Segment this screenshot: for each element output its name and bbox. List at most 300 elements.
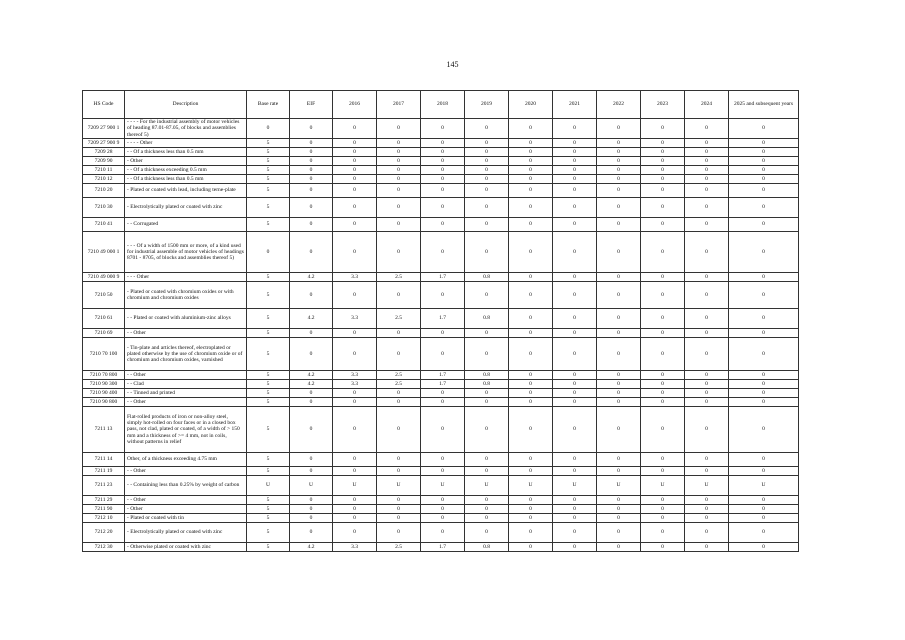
rate-cell: 0: [597, 543, 641, 552]
rate-cell: 0: [729, 232, 799, 273]
description-cell: - - - Other: [125, 273, 247, 282]
rate-cell: 0: [290, 198, 333, 218]
hs-code-cell: 7210 90 400: [83, 389, 125, 398]
rate-cell: 0: [465, 467, 509, 476]
rate-cell: 0: [509, 514, 553, 523]
table-row: [83, 218, 799, 232]
rate-cell: 0: [509, 309, 553, 329]
description-cell: - - Other: [125, 467, 247, 476]
rate-cell: 0: [509, 371, 553, 380]
rate-cell: 0: [553, 505, 597, 514]
rate-cell: 0: [509, 389, 553, 398]
rate-cell: 0: [421, 505, 465, 514]
rate-cell: 0: [333, 148, 377, 157]
description-cell: - Tin-plate and articles thereof, electroplated or plated otherwise by the use of chromium oxide or of chromium and chromium oxides, varnished: [125, 338, 247, 371]
rate-cell: 0.8: [465, 380, 509, 389]
rate-cell: 1.7: [421, 380, 465, 389]
header-row: [83, 91, 799, 119]
header-cell: 2024: [685, 91, 729, 119]
table-row: [83, 232, 799, 273]
rate-cell: 0: [553, 282, 597, 309]
rate-cell: 0: [553, 157, 597, 166]
rate-cell: 0: [597, 407, 641, 453]
rate-cell: 0: [641, 175, 685, 184]
rate-cell: 0: [509, 184, 553, 198]
rate-cell: 5: [247, 184, 290, 198]
table-row: [83, 175, 799, 184]
rate-cell: 0: [290, 496, 333, 505]
rate-cell: 0: [641, 407, 685, 453]
hs-code-cell: 7210 70 800: [83, 371, 125, 380]
rate-cell: 0: [333, 157, 377, 166]
hs-code-cell: 7210 30: [83, 198, 125, 218]
rate-cell: 0: [729, 496, 799, 505]
rate-cell: 0: [729, 273, 799, 282]
rate-cell: 0: [509, 543, 553, 552]
hs-code-cell: 7210 61: [83, 309, 125, 329]
rate-cell: 0: [465, 166, 509, 175]
hs-code-cell: 7210 41: [83, 218, 125, 232]
header-cell: EIF: [290, 91, 333, 119]
rate-cell: U: [465, 476, 509, 496]
rate-cell: 0: [597, 282, 641, 309]
rate-cell: 0: [685, 453, 729, 467]
rate-cell: 0: [641, 543, 685, 552]
rate-cell: 0: [641, 119, 685, 139]
rate-cell: 5: [247, 198, 290, 218]
rate-cell: 0: [729, 218, 799, 232]
rate-cell: 0: [421, 329, 465, 338]
hs-code-cell: 7210 49 000 1: [83, 232, 125, 273]
rate-cell: 5: [247, 371, 290, 380]
rate-cell: 0: [247, 232, 290, 273]
rate-cell: 0: [465, 398, 509, 407]
rate-cell: 0: [685, 389, 729, 398]
rate-cell: 0: [290, 407, 333, 453]
rate-cell: 0: [377, 218, 421, 232]
rate-cell: 0: [421, 232, 465, 273]
rate-cell: 0: [377, 398, 421, 407]
rate-cell: 0: [685, 496, 729, 505]
rate-cell: 0: [465, 453, 509, 467]
rate-cell: 0: [685, 119, 729, 139]
rate-cell: 0: [685, 273, 729, 282]
rate-cell: 0: [685, 371, 729, 380]
rate-cell: 0: [421, 282, 465, 309]
rate-cell: 0: [465, 523, 509, 543]
rate-cell: 2.5: [377, 371, 421, 380]
rate-cell: 0: [641, 505, 685, 514]
rate-cell: 0: [333, 496, 377, 505]
rate-cell: 0: [377, 467, 421, 476]
rate-cell: 0: [553, 175, 597, 184]
rate-cell: 0: [290, 148, 333, 157]
rate-cell: 0: [509, 453, 553, 467]
hs-code-cell: 7210 90 300: [83, 380, 125, 389]
hs-code-cell: 7210 70 100: [83, 338, 125, 371]
rate-cell: 0: [729, 467, 799, 476]
rate-cell: U: [421, 476, 465, 496]
rate-cell: 0: [333, 166, 377, 175]
rate-cell: 0: [729, 282, 799, 309]
rate-cell: 0: [597, 119, 641, 139]
rate-cell: 2.5: [377, 543, 421, 552]
rate-cell: 0: [641, 338, 685, 371]
rate-cell: 0: [553, 198, 597, 218]
rate-cell: 0: [553, 543, 597, 552]
rate-cell: 0: [421, 157, 465, 166]
table-row: [83, 282, 799, 309]
rate-cell: 0: [333, 175, 377, 184]
rate-cell: 0: [553, 329, 597, 338]
rate-cell: 0: [553, 232, 597, 273]
rate-cell: 0: [729, 523, 799, 543]
header-cell: 2022: [597, 91, 641, 119]
rate-cell: 0: [597, 338, 641, 371]
rate-cell: 0: [685, 467, 729, 476]
rate-cell: 0: [421, 338, 465, 371]
rate-cell: 0: [421, 119, 465, 139]
description-cell: Flat-rolled products of iron or non-alloy steel, simply hot-rolled on four faces or in a closed box pass, not clad, plated or coated, of a width of > 150 mm and a thickness of >= 4 mm, not in coils, without patterns in relief: [125, 407, 247, 453]
rate-cell: 0: [290, 389, 333, 398]
header-cell: 2023: [641, 91, 685, 119]
rate-cell: 0: [685, 232, 729, 273]
header-cell: 2021: [553, 91, 597, 119]
table-row: [83, 148, 799, 157]
rate-cell: 0: [597, 232, 641, 273]
rate-cell: 0: [597, 175, 641, 184]
rate-cell: 0: [290, 505, 333, 514]
table-row: [83, 543, 799, 552]
rate-cell: 0: [729, 119, 799, 139]
rate-cell: 5: [247, 309, 290, 329]
hs-code-cell: 7209 27 900 9: [83, 139, 125, 148]
rate-cell: 3.3: [333, 371, 377, 380]
rate-cell: 0: [377, 329, 421, 338]
rate-cell: 5: [247, 407, 290, 453]
rate-cell: 0: [641, 166, 685, 175]
rate-cell: 0: [333, 329, 377, 338]
header-cell: 2025 and subsequent years: [729, 91, 799, 119]
rate-cell: 0: [597, 184, 641, 198]
rate-cell: 0: [553, 496, 597, 505]
rate-cell: 0: [333, 119, 377, 139]
rate-cell: 0: [333, 523, 377, 543]
rate-cell: 0: [247, 119, 290, 139]
rate-cell: 0: [553, 148, 597, 157]
rate-cell: 0: [290, 175, 333, 184]
rate-cell: 0: [509, 218, 553, 232]
rate-cell: 0: [729, 148, 799, 157]
rate-cell: 1.7: [421, 273, 465, 282]
rate-cell: 3.3: [333, 309, 377, 329]
rate-cell: 0: [290, 139, 333, 148]
rate-cell: 0: [641, 148, 685, 157]
rate-cell: 0: [509, 119, 553, 139]
table-row: [83, 157, 799, 166]
rate-cell: 0: [729, 139, 799, 148]
description-cell: - - Of a thickness less than 0.5 mm: [125, 175, 247, 184]
rate-cell: 0: [421, 198, 465, 218]
hs-code-cell: 7211 23: [83, 476, 125, 496]
hs-code-cell: 7210 69: [83, 329, 125, 338]
rate-cell: 0: [685, 282, 729, 309]
rate-cell: 1.7: [421, 371, 465, 380]
rate-cell: 0: [377, 139, 421, 148]
rate-cell: 0: [377, 505, 421, 514]
rate-cell: 0: [333, 198, 377, 218]
rate-cell: 0: [729, 175, 799, 184]
rate-cell: 0: [333, 218, 377, 232]
description-cell: - Electrolytically plated or coated with zinc: [125, 198, 247, 218]
rate-cell: 4.2: [290, 371, 333, 380]
hs-code-cell: 7210 11: [83, 166, 125, 175]
rate-cell: 5: [247, 380, 290, 389]
rate-cell: 0: [509, 398, 553, 407]
tariff-schedule-table: [82, 90, 799, 552]
rate-cell: 0: [641, 329, 685, 338]
rate-cell: 0: [641, 398, 685, 407]
rate-cell: 0: [553, 467, 597, 476]
rate-cell: 0: [377, 166, 421, 175]
description-cell: - Plated or coated with tin: [125, 514, 247, 523]
rate-cell: 0: [729, 198, 799, 218]
rate-cell: 0: [641, 523, 685, 543]
rate-cell: 0: [729, 505, 799, 514]
description-cell: - Plated or coated with lead, including terne-plate: [125, 184, 247, 198]
rate-cell: 0: [377, 338, 421, 371]
description-cell: - Other: [125, 505, 247, 514]
table-row: [83, 407, 799, 453]
rate-cell: 0: [509, 407, 553, 453]
rate-cell: 0: [597, 148, 641, 157]
rate-cell: 0: [553, 309, 597, 329]
rate-cell: 0: [421, 148, 465, 157]
rate-cell: 0: [509, 467, 553, 476]
rate-cell: 0: [685, 338, 729, 371]
rate-cell: 0: [465, 389, 509, 398]
rate-cell: 0: [290, 119, 333, 139]
description-cell: - - Of a thickness less than 0.5 mm: [125, 148, 247, 157]
description-cell: - - Other: [125, 398, 247, 407]
rate-cell: 0: [729, 514, 799, 523]
rate-cell: 0: [290, 282, 333, 309]
rate-cell: 0: [553, 184, 597, 198]
rate-cell: 0: [421, 467, 465, 476]
rate-cell: 0: [685, 309, 729, 329]
header-cell: HS Code: [83, 91, 125, 119]
rate-cell: U: [377, 476, 421, 496]
rate-cell: 0: [290, 523, 333, 543]
table-row: [83, 198, 799, 218]
hs-code-cell: 7211 14: [83, 453, 125, 467]
rate-cell: 0: [641, 232, 685, 273]
rate-cell: 0: [465, 407, 509, 453]
rate-cell: 0: [421, 523, 465, 543]
table-row: [83, 505, 799, 514]
rate-cell: 0: [509, 232, 553, 273]
rate-cell: 3.3: [333, 273, 377, 282]
rate-cell: 4.2: [290, 309, 333, 329]
rate-cell: 0: [597, 139, 641, 148]
rate-cell: 4.2: [290, 273, 333, 282]
rate-cell: 0: [553, 218, 597, 232]
rate-cell: 5: [247, 543, 290, 552]
rate-cell: U: [553, 476, 597, 496]
rate-cell: 0: [685, 175, 729, 184]
rate-cell: 5: [247, 218, 290, 232]
rate-cell: 0: [641, 514, 685, 523]
rate-cell: 0: [685, 514, 729, 523]
rate-cell: 0: [685, 166, 729, 175]
rate-cell: 0: [377, 496, 421, 505]
header-cell: 2016: [333, 91, 377, 119]
rate-cell: 0: [729, 398, 799, 407]
rate-cell: U: [729, 476, 799, 496]
description-cell: - Other: [125, 157, 247, 166]
table-row: [83, 389, 799, 398]
rate-cell: 0: [641, 139, 685, 148]
rate-cell: 0: [641, 157, 685, 166]
rate-cell: 0: [465, 505, 509, 514]
rate-cell: 2.5: [377, 273, 421, 282]
description-cell: - - Other: [125, 496, 247, 505]
hs-code-cell: 7211 19: [83, 467, 125, 476]
rate-cell: 0: [729, 184, 799, 198]
rate-cell: 0: [553, 407, 597, 453]
table-row: [83, 309, 799, 329]
rate-cell: 0: [641, 218, 685, 232]
rate-cell: 0: [509, 282, 553, 309]
rate-cell: 0: [465, 496, 509, 505]
rate-cell: 0: [685, 543, 729, 552]
rate-cell: 0: [597, 496, 641, 505]
description-cell: - - - - Other: [125, 139, 247, 148]
rate-cell: 0: [421, 166, 465, 175]
rate-cell: 0: [377, 184, 421, 198]
table-row: [83, 338, 799, 371]
rate-cell: 0: [465, 175, 509, 184]
rate-cell: 0: [597, 398, 641, 407]
rate-cell: 0: [333, 232, 377, 273]
rate-cell: 5: [247, 282, 290, 309]
rate-cell: 0: [597, 166, 641, 175]
rate-cell: 0: [509, 273, 553, 282]
rate-cell: 0: [641, 453, 685, 467]
rate-cell: 0: [290, 157, 333, 166]
rate-cell: 0: [641, 371, 685, 380]
table-row: [83, 476, 799, 496]
rate-cell: U: [685, 476, 729, 496]
rate-cell: 0: [597, 467, 641, 476]
rate-cell: 0: [465, 514, 509, 523]
rate-cell: 4.2: [290, 543, 333, 552]
rate-cell: 0: [421, 514, 465, 523]
rate-cell: 0: [290, 514, 333, 523]
rate-cell: 0: [553, 139, 597, 148]
rate-cell: 1.7: [421, 309, 465, 329]
header-cell: Base rate: [247, 91, 290, 119]
hs-code-cell: 7211 29: [83, 496, 125, 505]
rate-cell: U: [509, 476, 553, 496]
rate-cell: 0: [553, 338, 597, 371]
rate-cell: 1.7: [421, 543, 465, 552]
rate-cell: 5: [247, 273, 290, 282]
rate-cell: 0: [377, 119, 421, 139]
rate-cell: 2.5: [377, 380, 421, 389]
rate-cell: 0: [553, 166, 597, 175]
table-row: [83, 139, 799, 148]
table-row: [83, 514, 799, 523]
rate-cell: 0: [509, 496, 553, 505]
rate-cell: U: [333, 476, 377, 496]
rate-cell: 0: [290, 467, 333, 476]
rate-cell: 0: [641, 467, 685, 476]
rate-cell: 0: [641, 309, 685, 329]
rate-cell: 0: [729, 453, 799, 467]
rate-cell: 0: [465, 218, 509, 232]
rate-cell: 0: [685, 523, 729, 543]
rate-cell: 0: [509, 198, 553, 218]
rate-cell: 0: [377, 514, 421, 523]
description-cell: - Electrolytically plated or coated with zinc: [125, 523, 247, 543]
rate-cell: 0: [641, 389, 685, 398]
rate-cell: 0: [685, 139, 729, 148]
rate-cell: 0: [465, 282, 509, 309]
rate-cell: 0: [333, 453, 377, 467]
rate-cell: 0: [290, 166, 333, 175]
rate-cell: 0: [597, 453, 641, 467]
header-cell: 2018: [421, 91, 465, 119]
rate-cell: 0: [597, 380, 641, 389]
rate-cell: 0: [465, 148, 509, 157]
rate-cell: 0: [553, 371, 597, 380]
rate-cell: 0: [421, 407, 465, 453]
hs-code-cell: 7209 28: [83, 148, 125, 157]
table-row: [83, 184, 799, 198]
rate-cell: U: [290, 476, 333, 496]
rate-cell: 3.3: [333, 380, 377, 389]
description-cell: - - Clad: [125, 380, 247, 389]
rate-cell: 0: [553, 389, 597, 398]
rate-cell: 0: [685, 380, 729, 389]
rate-cell: 5: [247, 157, 290, 166]
table-row: [83, 467, 799, 476]
table-row: [83, 119, 799, 139]
rate-cell: 5: [247, 467, 290, 476]
rate-cell: 0: [377, 148, 421, 157]
description-cell: Other, of a thickness exceeding 4.75 mm: [125, 453, 247, 467]
rate-cell: 0: [290, 184, 333, 198]
description-cell: - - - - For the industrial assembly of motor vehicles of heading 87.01-87.05, of blocks and assemblies thereof 5): [125, 119, 247, 139]
rate-cell: 5: [247, 139, 290, 148]
header-cell: 2017: [377, 91, 421, 119]
rate-cell: 0: [465, 232, 509, 273]
rate-cell: 0: [729, 157, 799, 166]
rate-cell: 0: [290, 453, 333, 467]
rate-cell: 5: [247, 329, 290, 338]
rate-cell: 0: [377, 407, 421, 453]
rate-cell: 0: [421, 184, 465, 198]
rate-cell: 0: [421, 218, 465, 232]
rate-cell: 0: [377, 523, 421, 543]
rate-cell: 0: [290, 232, 333, 273]
rate-cell: 0: [421, 398, 465, 407]
rate-cell: U: [597, 476, 641, 496]
rate-cell: 0: [465, 338, 509, 371]
rate-cell: 0: [597, 389, 641, 398]
rate-cell: U: [641, 476, 685, 496]
